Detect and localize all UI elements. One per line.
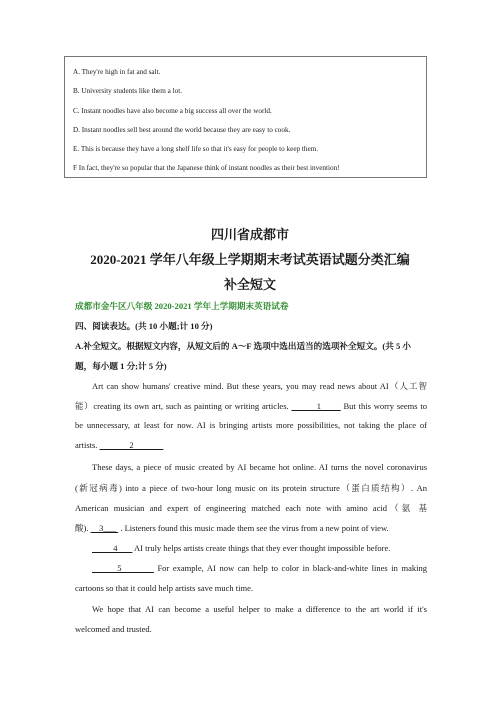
option-f: F In fact, they're so popular that the Japanese think of instant noodles as their best invention! [73, 164, 340, 173]
blank-2: 2 [99, 440, 164, 450]
passage-line [75, 522, 427, 534]
passage-line: We hope that AI can become a useful helper to make a difference to the art world if it's [92, 604, 427, 614]
passage-line: cartoons so that it could help artists save much time. [75, 583, 253, 593]
passage-text: 能）creating its own art, such as painting or writing articles. [75, 401, 289, 411]
page-title-region: 四川省成都市 [210, 227, 289, 242]
passage-line: American musician and expert of engineering matched each note with amino acid（氨 基 [75, 503, 427, 513]
passage-line: welcomed and trusted. [75, 624, 152, 634]
passage-text: AI truly helps artists create things that they ever thought impossible before. [134, 543, 391, 553]
passage-text: 酸). [75, 523, 89, 533]
page-title-topic: 补全短文 [223, 277, 276, 292]
passage-line [92, 563, 427, 573]
blank-5: 5 [92, 563, 154, 573]
blank-3: 3___ [90, 523, 119, 533]
passage-text: . Listeners found this music made them see the virus from a new point of view. [120, 523, 389, 533]
passage-line [75, 440, 427, 450]
exam-source: 成都市金牛区八年级 2020-2021 学年上学期期末英语试卷 [75, 301, 289, 311]
passage-line [92, 543, 427, 553]
option-b: B. University students like them a lot. [73, 87, 182, 96]
instruction-line-2: 题，每小题 1 分;计 5 分) [75, 361, 167, 371]
passage-line: Art can show humans' creative mind. But these years, you may read news about AI（人工智 [92, 381, 427, 391]
option-c: C. Instant noodles have also become a big success all over the world. [73, 106, 272, 115]
blank-1: 1 [291, 401, 341, 411]
option-d: D. Instant noodles sell best around the world because they are easy to cook. [73, 125, 291, 134]
blank-4: 4 [92, 543, 133, 553]
page-title-main: 2020-2021 学年八年级上学期期末考试英语试题分类汇编 [90, 252, 410, 267]
passage-line: These days, a piece of music created by AI became hot online. AI turns the novel coronavirus [92, 462, 427, 472]
passage-text: artists. [75, 440, 98, 450]
passage-line: (新冠病毒) into a piece of two-hour long music on its protein structure（蛋白质结构）. An [75, 483, 427, 493]
passage-line [75, 400, 427, 412]
section-heading: 四、阅读表达。(共 10 小题;计 10 分) [75, 321, 213, 331]
passage-line: be unnecessary, at least for now. AI is bringing artists more possibilities, not taking the place of [75, 420, 427, 430]
options-box [64, 56, 427, 178]
passage-text: But this worry seems to [343, 401, 428, 411]
passage-text: For example, AI now can help to color in black-and-white lines in making [157, 563, 428, 573]
option-e: E. This is because they have a long shelf life so that it's easy for people to keep them. [73, 145, 319, 154]
option-a: A. They're high in fat and salt. [73, 68, 161, 76]
instruction-line-1: A.补全短文。根据短文内容，从短文后的 A～F 选项中选出适当的选项补全短文。(共 5 小 [75, 341, 412, 351]
